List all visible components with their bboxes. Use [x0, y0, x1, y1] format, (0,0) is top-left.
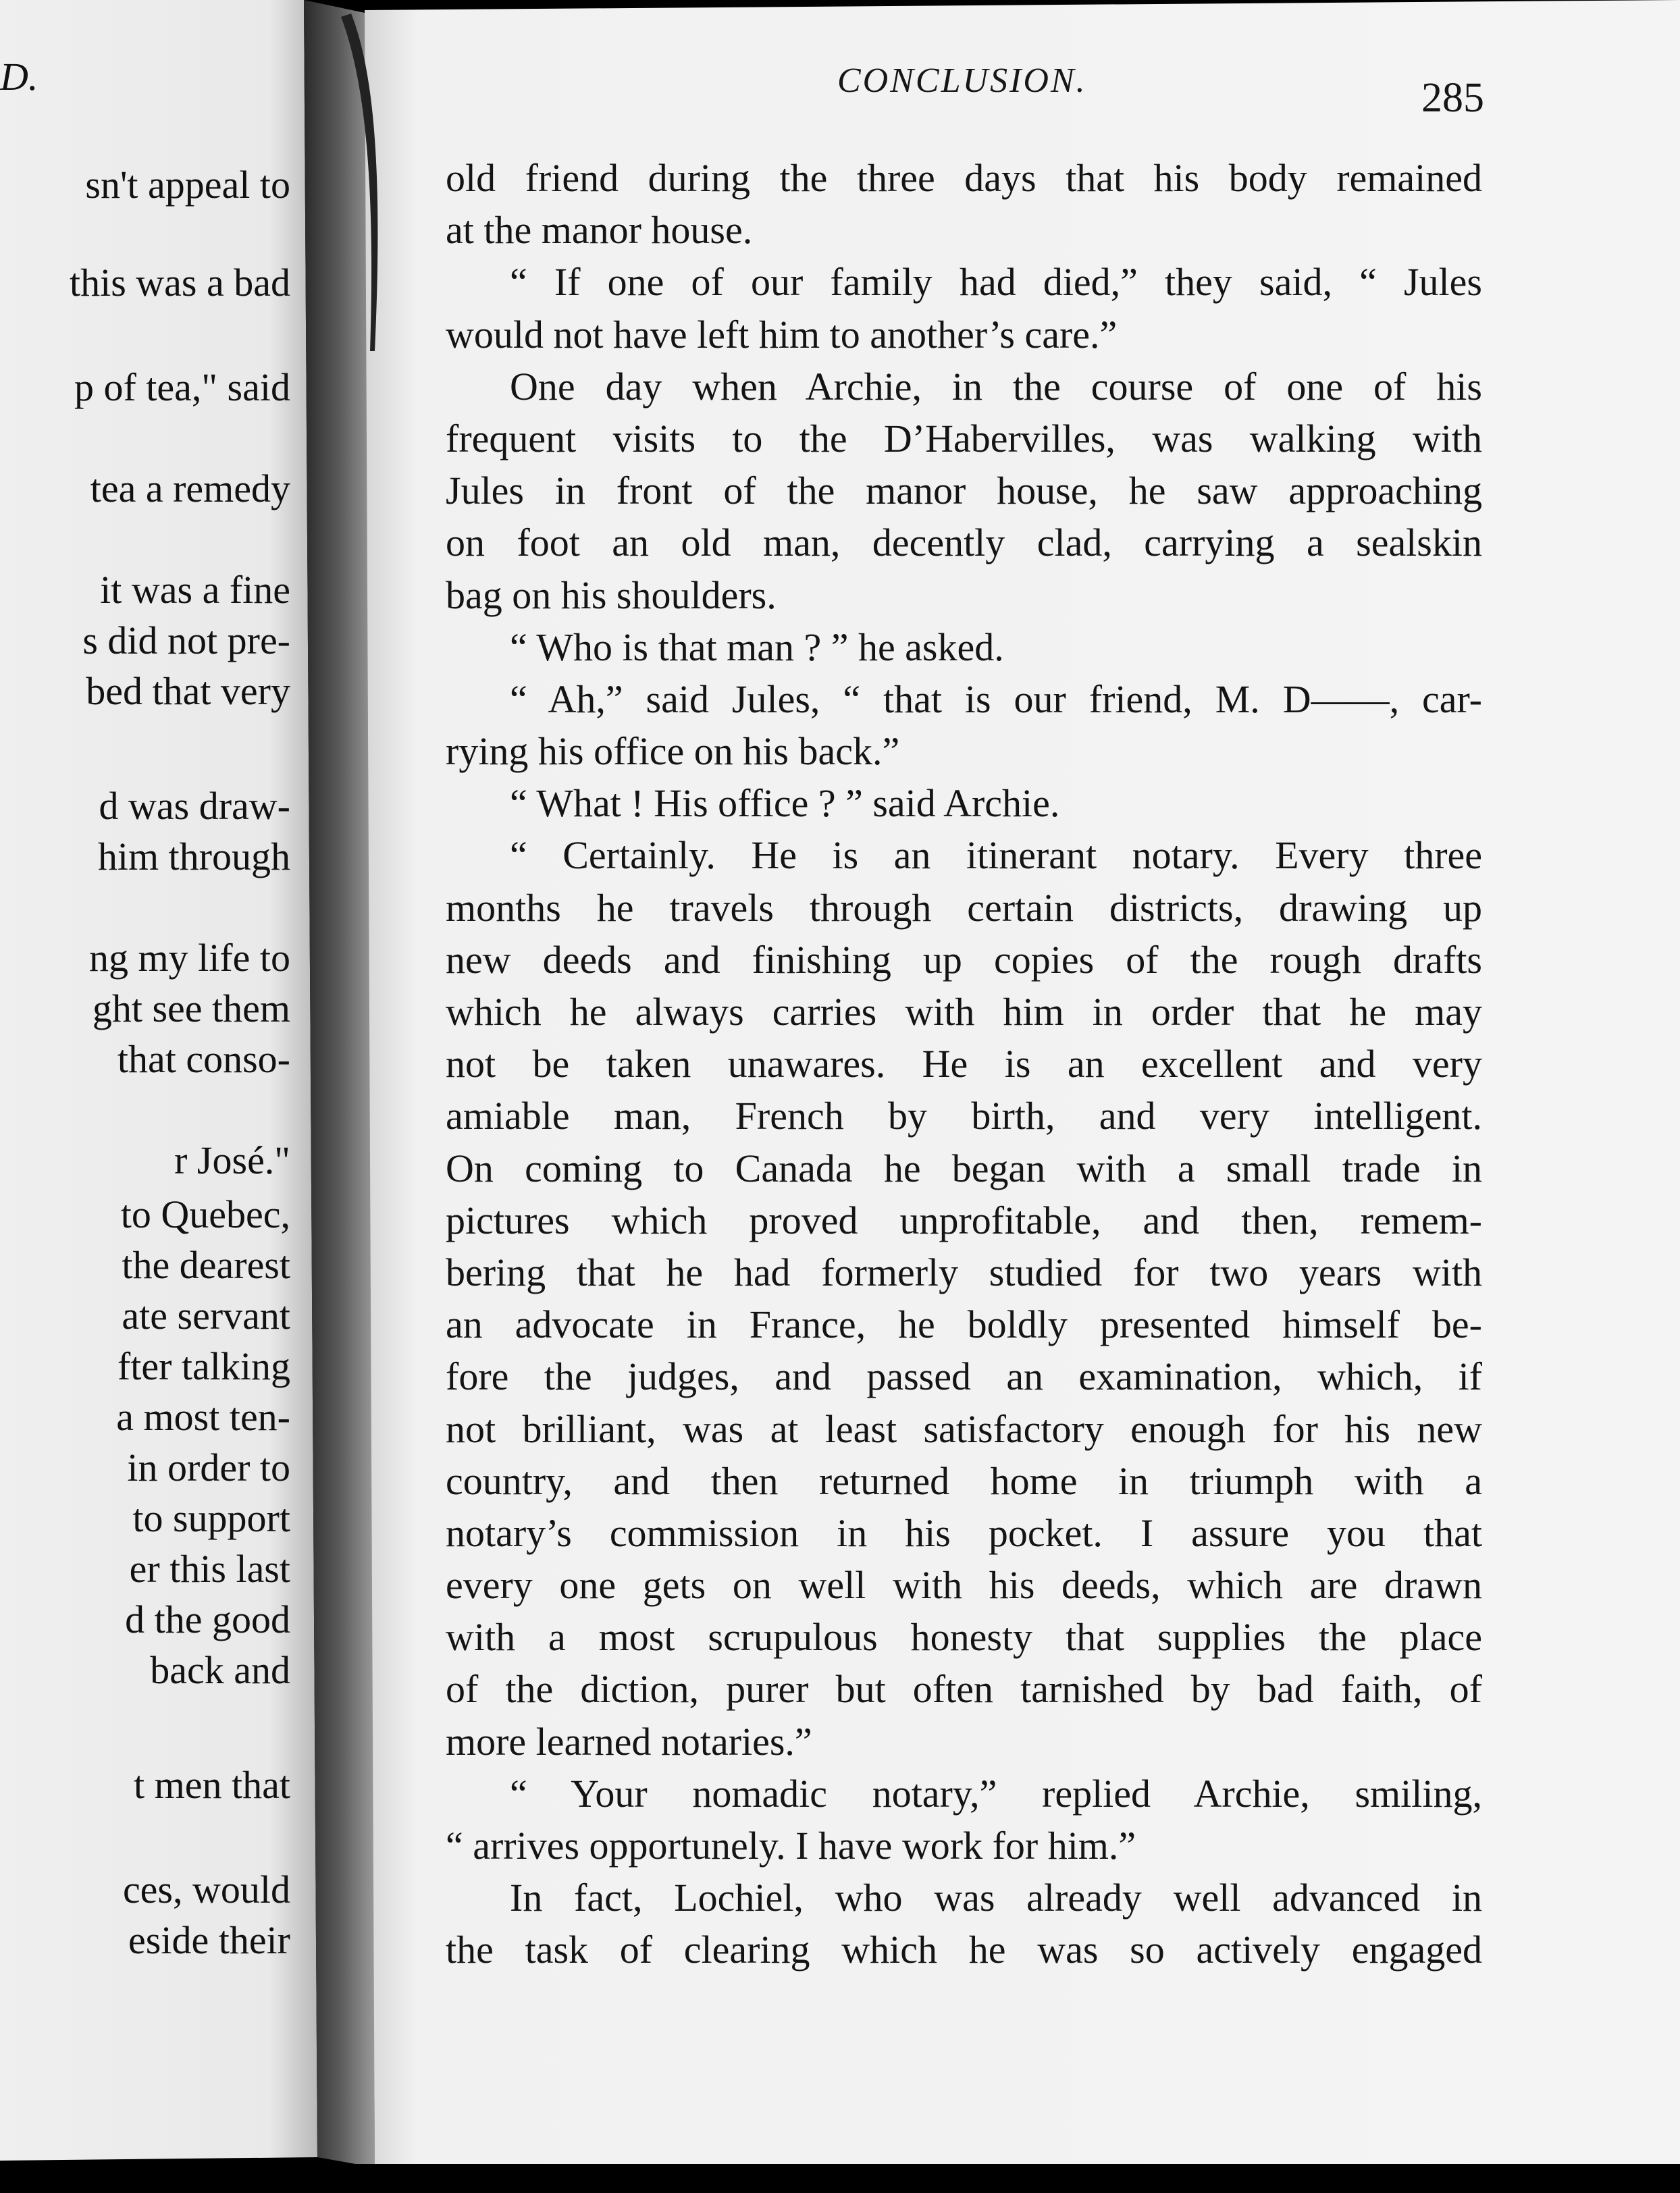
text-line: frequent visits to the D’Habervilles, was walking with [446, 416, 1482, 460]
left-page-line: in order to [127, 1446, 290, 1489]
text-line: “ Ah,” said Jules, “ that is our friend, M. D——, car- [510, 677, 1482, 721]
text-line: not be taken unawares. He is an excellent and very [446, 1042, 1482, 1086]
left-page-line: er this last [129, 1547, 290, 1591]
body-text [446, 152, 1482, 1976]
text-line: “ If one of our family had died,” they said, “ Jules [510, 260, 1482, 305]
left-page [0, 0, 297, 2154]
text-line: the task of clearing which he was so actively engaged [446, 1928, 1482, 1972]
left-page-line: this was a bad [70, 261, 290, 305]
left-page-line: a most ten- [116, 1395, 290, 1439]
left-page-line: ng my life to [88, 936, 290, 980]
text-line: One day when Archie, in the course of one of his [510, 364, 1482, 408]
text-line: at the manor house. [446, 208, 753, 253]
right-page [385, 14, 1654, 2154]
left-page-line: eside their [128, 1918, 290, 1962]
text-line: new deeds and finishing up copies of the rough drafts [446, 937, 1482, 982]
text-line: with a most scrupulous honesty that supplies the place [446, 1615, 1482, 1660]
left-page-line: that conso- [117, 1037, 290, 1081]
text-line: Jules in front of the manor house, he saw approaching [446, 469, 1482, 513]
text-line: not brilliant, was at least satisfactory enough for his new [446, 1406, 1482, 1451]
text-line: pictures which proved unprofitable, and then, remem- [446, 1198, 1482, 1242]
left-page-line: bed that very [86, 669, 290, 713]
left-running-head-fragment: D. [0, 55, 38, 99]
left-page-line: sn't appeal to [85, 163, 290, 207]
text-line: notary’s commission in his pocket. I assure you that [446, 1510, 1482, 1555]
text-line: months he travels through certain districts, drawing up [446, 885, 1482, 930]
left-page-line: to Quebec, [120, 1192, 290, 1236]
left-page-line: p of tea," said [74, 365, 290, 409]
text-line: fore the judges, and passed an examination, which, if [446, 1354, 1482, 1399]
left-page-line: t men that [134, 1763, 290, 1807]
page-number: 285 [1421, 75, 1484, 121]
left-page-line: s did not pre- [82, 618, 290, 662]
text-line: “ Certainly. He is an itinerant notary. Every three [510, 833, 1482, 878]
text-line: an advocate in France, he boldly presented himself be- [446, 1302, 1482, 1347]
text-line: on foot an old man, decently clad, carrying a sealskin [446, 521, 1482, 565]
text-line: bag on his shoulders. [446, 573, 777, 617]
left-page-line: tea a remedy [90, 467, 290, 510]
left-page-line: d was draw- [99, 784, 290, 828]
text-line: more learned notaries.” [446, 1719, 812, 1764]
text-line: old friend during the three days that his body remained [446, 156, 1482, 200]
text-line: every one gets on well with his deeds, which are drawn [446, 1563, 1482, 1608]
text-line: rying his office on his back.” [446, 729, 900, 774]
left-page-line: back and [150, 1648, 290, 1692]
text-line: amiable man, French by birth, and very intelligent. [446, 1094, 1482, 1138]
left-page-line: r José." [174, 1138, 290, 1182]
left-page-line: it was a fine [100, 568, 290, 612]
text-line: “ Who is that man ? ” he asked. [510, 625, 1004, 669]
left-page-line: to support [132, 1496, 290, 1540]
text-line: “ What ! His office ? ” said Archie. [510, 781, 1060, 826]
text-line: In fact, Lochiel, who was already well advanced in [510, 1876, 1482, 1920]
text-line: On coming to Canada he began with a small trade in [446, 1146, 1482, 1190]
left-page-line: ght see them [92, 986, 290, 1030]
left-page-line: the dearest [122, 1243, 290, 1287]
left-page-line: ate servant [122, 1294, 290, 1338]
text-line: would not have left him to another’s care.” [446, 312, 1118, 356]
running-head: CONCLUSION. [837, 61, 1087, 100]
text-line: bering that he had formerly studied for two years with [446, 1250, 1482, 1294]
left-page-line: d the good [125, 1597, 290, 1641]
left-page-line: ces, would [122, 1868, 290, 1911]
text-line: “ Your nomadic notary,” replied Archie, smiling, [510, 1771, 1482, 1816]
left-page-line: him through [97, 835, 290, 878]
text-line: of the diction, purer but often tarnished by bad faith, of [446, 1667, 1482, 1712]
left-page-line: fter talking [117, 1344, 290, 1388]
text-line: which he always carries with him in order that he may [446, 990, 1482, 1034]
text-line: country, and then returned home in triumph with a [446, 1458, 1482, 1503]
text-line: “ arrives opportunely. I have work for him.” [446, 1824, 1136, 1868]
